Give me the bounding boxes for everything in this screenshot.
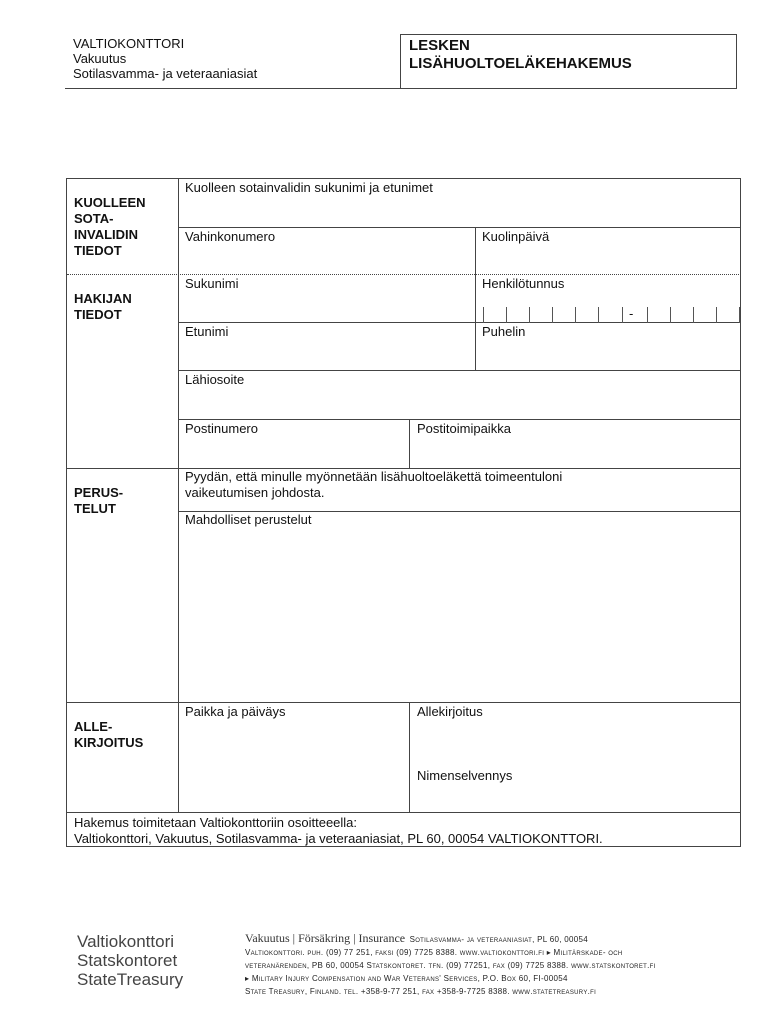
section-applicant-label: HAKIJAN TIEDOT [74,291,132,322]
surname-label: Sukunimi [185,276,239,291]
row-divider [178,419,741,420]
section-divider [67,702,741,703]
row-divider [178,370,741,371]
post-office-label: Postitoimipaikka [417,421,511,436]
id-dash: - [629,306,634,321]
header-divider [65,88,737,89]
section-signature-label: ALLE- KIRJOITUS [74,719,144,750]
section-deceased-label: KUOLLEEN SOTA- INVALIDIN TIEDOT [74,195,146,258]
section-divider [67,812,741,813]
place-date-field[interactable] [179,722,409,812]
signature-field[interactable] [410,722,741,766]
deceased-name-field[interactable] [179,197,741,227]
phone-label: Puhelin [482,324,526,339]
address-field[interactable] [179,388,741,419]
footer-lead: Vakuutus | Försäkring | Insurance [245,931,406,945]
postal-code-field[interactable] [179,437,409,468]
row-divider [178,227,741,228]
address-label: Lähiosoite [185,372,245,387]
date-of-death-label: Kuolinpäivä [482,229,550,244]
row-divider [178,322,741,323]
date-of-death-field[interactable] [476,245,741,274]
organization-header [73,36,257,81]
claim-number-label: Vahinkonumero [185,229,276,244]
post-office-field[interactable] [410,437,741,468]
deceased-name-label: Kuolleen sotainvalidin sukunimi ja etunimet [185,180,433,195]
personal-id-field[interactable] [476,292,741,322]
grounds-field[interactable] [179,530,741,702]
request-text: Pyydän, että minulle myönnetään lisähuoltoeläkettä toimeentuloni vaikeutumisen johdosta. [185,469,563,500]
footer-contact-info: Vakuutus | Försäkring | Insurance Sotilasvamma- ja veteraaniasiat, PL 60, 00054 Valtiokonttori. puh. (09) 77 251, faksi (09) 7725 8388. www.valtiokonttori.fi ▸ Militärskade- och veteranärenden, PB 60, 00054 Statskontoret. tfn. (09) 77251, fax (09) 7725 8388. www.statskontoret.fi ▸ Military Injury Compensation and War Veterans' Services, P.O. Box 60, FI-00054 State Treasury, Finland. tel. +358-9-77 251, fax +358-9-7725 8388. www.statetreasury.fi [245,931,656,996]
surname-field[interactable] [179,292,475,322]
phone-field[interactable] [476,340,741,370]
submission-address: Hakemus toimitetaan Valtiokonttoriin osoitteeella: Valtiokonttori, Vakuutus, Sotilasvamma- ja veteraaniasiat, PL 60, 00054 VALTIOKONTTORI. [74,815,603,846]
section-divider [67,274,741,275]
name-clarification-label: Nimenselvennys [417,768,513,783]
grounds-label: Mahdolliset perustelut [185,512,312,527]
personal-id-label: Henkilötunnus [482,276,565,291]
name-clarification-field[interactable] [410,786,741,812]
claim-number-field[interactable] [179,245,475,274]
postal-code-label: Postinumero [185,421,258,436]
state-treasury-logo: Valtiokonttori Statskontoret StateTreasury [77,932,184,989]
place-date-label: Paikka ja päiväys [185,704,286,719]
application-form [66,178,741,847]
first-name-field[interactable] [179,340,475,370]
org-department: Sotilasvamma- ja veteraaniasiat [73,66,258,81]
first-name-label: Etunimi [185,324,229,339]
org-unit: Vakuutus [73,51,127,66]
form-title: LESKEN LISÄHUOLTOELÄKEHAKEMUS [400,34,737,88]
section-grounds-label: PERUS- TELUT [74,485,124,516]
org-name: VALTIOKONTTORI [73,36,185,51]
signature-label: Allekirjoitus [417,704,483,719]
